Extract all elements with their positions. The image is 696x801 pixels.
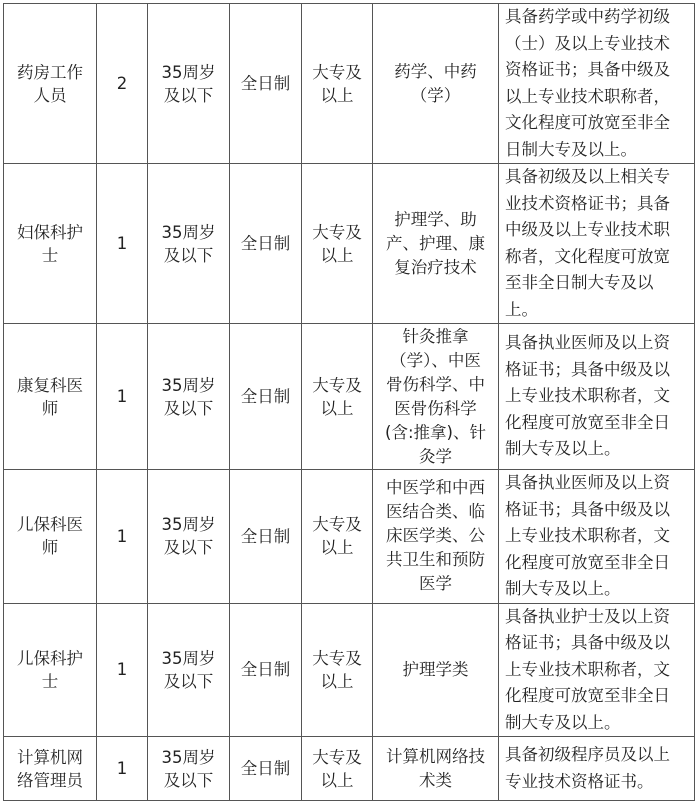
education-cell: 大专及 以上: [302, 737, 373, 801]
requirements-cell: 具备执业医师及以上资 格证书；具备中级及以 上专业技术职称者，文 化程度可放宽至非全日 制大专及以上。: [499, 470, 695, 604]
position-cell: 康复科医 师: [4, 324, 97, 470]
education-cell: 大专及 以上: [302, 603, 373, 737]
requirements-cell: 具备执业护士及以上资 格证书；具备中级及以 上专业技术职称者，文 化程度可放宽至非全日 制大专及以上。: [499, 603, 695, 737]
education-cell: 大专及 以上: [302, 4, 373, 164]
age-cell: 35周岁 及以下: [148, 164, 230, 324]
position-cell: 儿保科护 士: [4, 603, 97, 737]
requirements-cell: 具备初级及以上相关专 业技术资格证书；具备 中级及以上专业技术职 称者，文化程度可放宽 至非全日制大专及以 上。: [499, 164, 695, 324]
major-cell: 计算机网络技 术类: [373, 737, 499, 801]
position-cell: 药房工作 人员: [4, 4, 97, 164]
age-cell: 35周岁 及以下: [148, 470, 230, 604]
age-cell: 35周岁 及以下: [148, 4, 230, 164]
age-cell: 35周岁 及以下: [148, 737, 230, 801]
requirements-cell: 具备初级程序员及以上 专业技术资格证书。: [499, 737, 695, 801]
type-cell: 全日制: [230, 324, 302, 470]
table-row: [4, 470, 695, 604]
count-cell: 1: [97, 324, 148, 470]
education-cell: 大专及 以上: [302, 470, 373, 604]
education-cell: 大专及 以上: [302, 164, 373, 324]
education-cell: 大专及 以上: [302, 324, 373, 470]
requirements-cell: 具备执业医师及以上资 格证书；具备中级及以 上专业技术职称者，文 化程度可放宽至非全日 制大专及以上。: [499, 324, 695, 470]
count-cell: 1: [97, 737, 148, 801]
major-cell: 护理学、助 产、护理、康 复治疗技术: [373, 164, 499, 324]
count-cell: 1: [97, 164, 148, 324]
count-cell: 1: [97, 470, 148, 604]
type-cell: 全日制: [230, 470, 302, 604]
position-cell: 计算机网 络管理员: [4, 737, 97, 801]
table-row: [4, 603, 695, 737]
position-cell: 妇保科护 士: [4, 164, 97, 324]
type-cell: 全日制: [230, 603, 302, 737]
table-row: [4, 737, 695, 801]
type-cell: 全日制: [230, 737, 302, 801]
position-cell: 儿保科医 师: [4, 470, 97, 604]
requirements-cell: 具备药学或中药学初级 （士）及以上专业技术 资格证书；具备中级及 以上专业技术职称者， 文化程度可放宽至非全 日制大专及以上。: [499, 4, 695, 164]
type-cell: 全日制: [230, 4, 302, 164]
table-row: [4, 164, 695, 324]
major-cell: 药学、中药 （学）: [373, 4, 499, 164]
count-cell: 1: [97, 603, 148, 737]
table-row: [4, 4, 695, 164]
age-cell: 35周岁 及以下: [148, 603, 230, 737]
count-cell: 2: [97, 4, 148, 164]
major-cell: 针灸推拿 （学）、中医 骨伤科学、中 医骨伤科学 (含:推拿)、针 灸学: [373, 324, 499, 470]
age-cell: 35周岁 及以下: [148, 324, 230, 470]
type-cell: 全日制: [230, 164, 302, 324]
recruitment-table: [3, 3, 695, 801]
major-cell: 护理学类: [373, 603, 499, 737]
major-cell: 中医学和中西 医结合类、临 床医学类、公 共卫生和预防 医学: [373, 470, 499, 604]
table-row: [4, 324, 695, 470]
